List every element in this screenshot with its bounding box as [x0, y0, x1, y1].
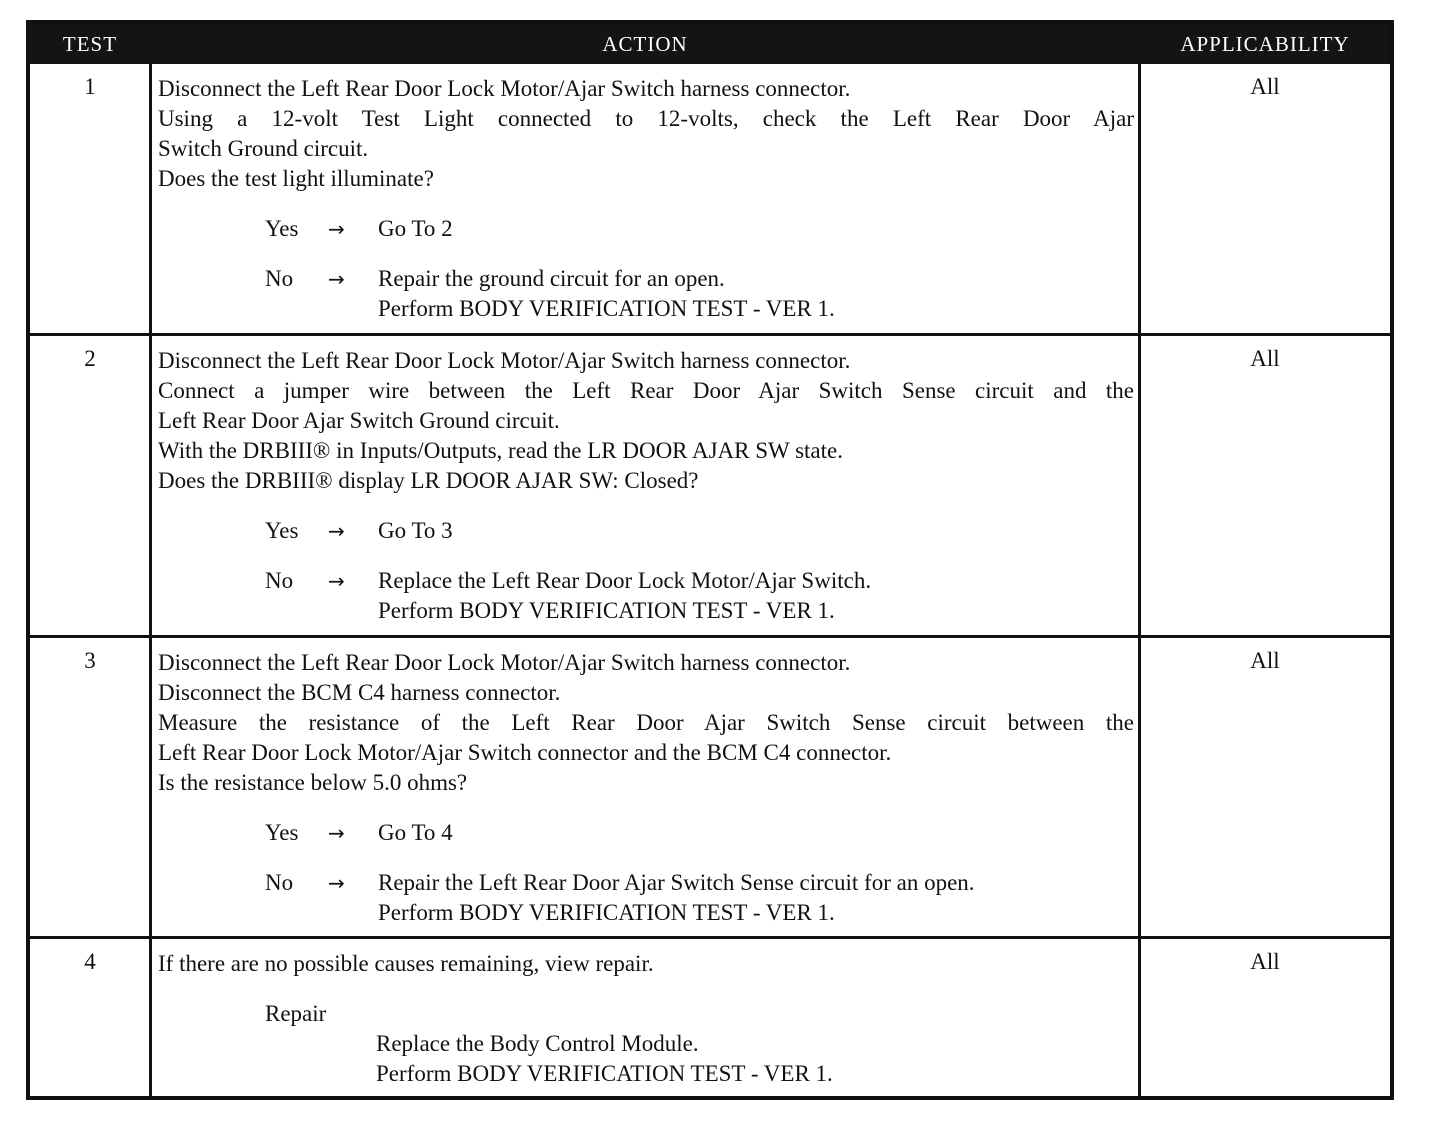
table-row-test-4 [30, 939, 1390, 1096]
applicability-value: All [1250, 74, 1280, 99]
action-line: Is the resistance below 5.0 ohms? [158, 770, 468, 795]
header-action: ACTION [602, 32, 688, 56]
test-number: 3 [84, 648, 96, 673]
action-line: Using a 12-volt Test Light connected to 12-volts, check the Left Rear Door Ajar [158, 106, 1134, 131]
action-cell [158, 648, 1134, 928]
yes-label: Yes [265, 216, 299, 241]
action-line: Does the DRBIII® display LR DOOR AJAR SW: Closed? [158, 468, 699, 493]
action-line: Connect a jumper wire between the Left Rear Door Ajar Switch Sense circuit and the [158, 378, 1134, 403]
no-result-line: Perform BODY VERIFICATION TEST - VER 1. [378, 900, 835, 925]
table-row-test-1 [30, 64, 1390, 334]
yes-result: Go To 4 [378, 820, 453, 845]
no-branch [158, 566, 1134, 626]
action-cell [158, 74, 1134, 324]
action-line: With the DRBIII® in Inputs/Outputs, read the LR DOOR AJAR SW state. [158, 438, 843, 463]
action-line: Disconnect the BCM C4 harness connector. [158, 680, 561, 705]
repair-label: Repair [265, 1001, 327, 1026]
test-number: 4 [84, 949, 96, 974]
right-arrow-icon: → [328, 871, 345, 895]
no-result [378, 264, 835, 324]
yes-branch [158, 516, 1134, 546]
action-cell [158, 949, 1134, 1089]
repair-line: Replace the Body Control Module. [376, 1031, 699, 1056]
no-result [378, 868, 975, 928]
action-line: Disconnect the Left Rear Door Lock Motor/Ajar Switch harness connector. [158, 348, 851, 373]
diagnostic-test-table [26, 20, 1394, 1100]
yes-label: Yes [265, 820, 299, 845]
right-arrow-icon: → [328, 217, 345, 241]
action-line: Disconnect the Left Rear Door Lock Motor/Ajar Switch harness connector. [158, 650, 851, 675]
repair-line: Perform BODY VERIFICATION TEST - VER 1. [376, 1061, 833, 1086]
yes-label: Yes [265, 518, 299, 543]
right-arrow-icon: → [328, 519, 345, 543]
no-result-line: Repair the ground circuit for an open. [378, 266, 725, 291]
applicability-value: All [1250, 949, 1280, 974]
no-branch [158, 264, 1134, 324]
action-line: If there are no possible causes remaining, view repair. [158, 951, 654, 976]
right-arrow-icon: → [328, 821, 345, 845]
applicability-value: All [1250, 346, 1280, 371]
no-branch [158, 868, 1134, 928]
no-result-line: Repair the Left Rear Door Ajar Switch Sense circuit for an open. [378, 870, 975, 895]
action-line: Measure the resistance of the Left Rear Door Ajar Switch Sense circuit between the [158, 710, 1134, 735]
right-arrow-icon: → [328, 267, 345, 291]
no-result-line: Perform BODY VERIFICATION TEST - VER 1. [378, 296, 835, 321]
action-line: Left Rear Door Ajar Switch Ground circuit. [158, 408, 560, 433]
yes-result: Go To 2 [378, 216, 453, 241]
test-number: 1 [84, 74, 96, 99]
no-label: No [265, 266, 294, 291]
applicability-value: All [1250, 648, 1280, 673]
right-arrow-icon: → [328, 569, 345, 593]
action-line: Switch Ground circuit. [158, 136, 369, 161]
yes-branch [158, 214, 1134, 244]
action-cell [158, 346, 1134, 626]
yes-result: Go To 3 [378, 518, 453, 543]
action-line: Disconnect the Left Rear Door Lock Motor/Ajar Switch harness connector. [158, 76, 851, 101]
no-result-line: Perform BODY VERIFICATION TEST - VER 1. [378, 598, 835, 623]
no-label: No [265, 870, 294, 895]
no-label: No [265, 568, 294, 593]
repair-block [158, 999, 1134, 1089]
action-line: Left Rear Door Lock Motor/Ajar Switch connector and the BCM C4 connector. [158, 740, 892, 765]
no-result-line: Replace the Left Rear Door Lock Motor/Ajar Switch. [378, 568, 872, 593]
table-header-row [30, 24, 1390, 64]
no-result [378, 566, 871, 626]
yes-branch [158, 818, 1134, 848]
header-test: TEST [62, 32, 118, 56]
action-line: Does the test light illuminate? [158, 166, 434, 191]
table-row-test-2 [30, 336, 1390, 635]
test-number: 2 [84, 346, 96, 371]
header-applicability: APPLICABILITY [1180, 32, 1350, 56]
table-row-test-3 [30, 638, 1390, 936]
